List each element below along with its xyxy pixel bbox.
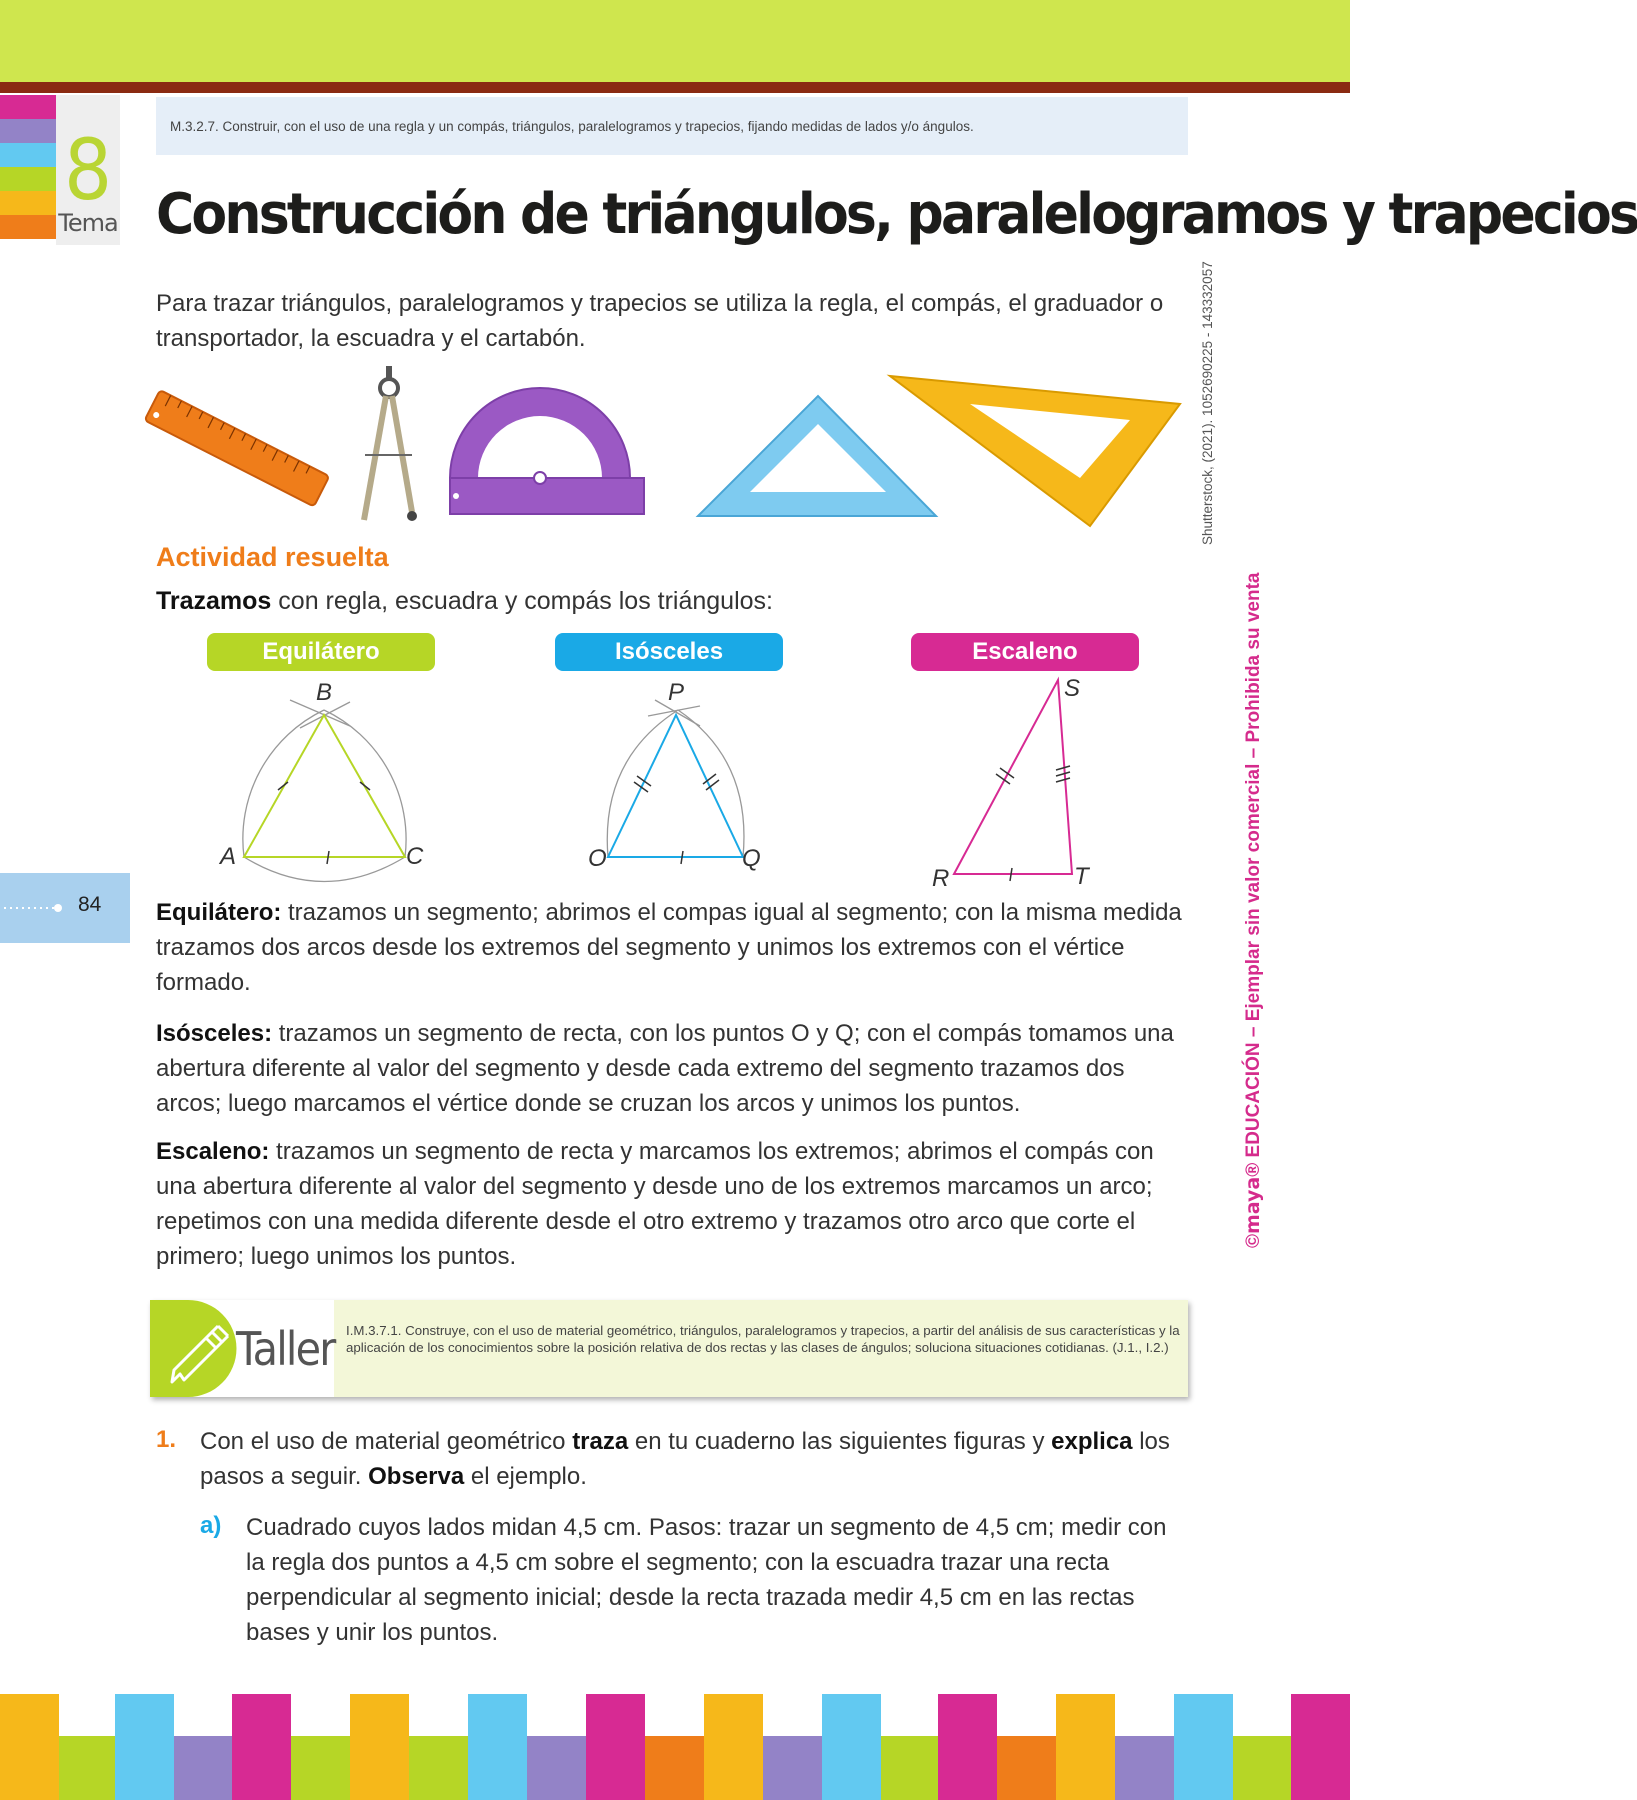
label-escaleno: Escaleno — [911, 633, 1139, 671]
vertex-s: S — [1064, 675, 1081, 702]
page-title: Construcción de triángulos, paralelogramos y trapecios — [156, 182, 1637, 247]
vertex-r: R — [932, 865, 950, 892]
exercise-text — [200, 1424, 1190, 1494]
tema-number: 8 — [63, 121, 113, 219]
term-escaleno: Escaleno: — [156, 1138, 270, 1165]
taller-label: Taller — [236, 1322, 335, 1376]
exercise-keyword-traza: traza — [572, 1428, 629, 1455]
dotted-leader-icon — [0, 873, 130, 943]
exercise-text-part: los pasos a seguir. — [200, 1428, 1170, 1490]
term-equilatero: Equilátero: — [156, 899, 282, 926]
skill-code-bar: M.3.2.7. Construir, con el uso de una regla y un compás, triángulos, paralelogramos y trapecios, fijando medidas de lados y/o ángulos. — [156, 97, 1188, 155]
tema-label: Tema — [58, 209, 118, 237]
exercise-text-part: el ejemplo. — [464, 1463, 587, 1490]
term-isosceles: Isósceles: — [156, 1020, 273, 1047]
vertex-a: A — [220, 843, 237, 870]
vertex-o: O — [588, 845, 607, 872]
subexercise-text: Cuadrado cuyos lados midan 4,5 cm. Pasos: trazar un segmento de 4,5 cm; medir con la regla dos puntos a 4,5 cm sobre el segmento; con la escuadra trazar una recta perpendicular al segmento inicial; desde la recta trazada medir 4,5 cm en las rectas bases y unir los puntos. — [246, 1514, 1167, 1646]
text-equilatero: trazamos un segmento; abrimos el compas igual al segmento; con la misma medida trazamos dos arcos desde los extremos del segmento y unimos los extremos con el vértice formado. — [156, 899, 1182, 996]
activity-heading: Actividad resuelta — [156, 542, 389, 572]
description-isosceles — [156, 1016, 1196, 1121]
page-number-tab — [0, 873, 130, 943]
exercise-keyword-observa: Observa — [368, 1463, 465, 1490]
vertex-q: Q — [742, 845, 761, 872]
copyright-symbol: © — [1243, 1234, 1264, 1248]
side-copyright — [1242, 573, 1265, 1249]
image-credit: Shutterstock, (2021). 1052690225 - 143332057 — [1200, 261, 1215, 545]
label-isosceles: Isósceles — [555, 633, 783, 671]
top-color-band — [0, 0, 1350, 82]
vertex-b: B — [316, 679, 333, 706]
vertex-p: P — [668, 679, 685, 706]
compass-icon — [364, 366, 417, 521]
cartabon-icon — [890, 376, 1180, 526]
intro-paragraph: Para trazar triángulos, paralelogramos y trapecios se utiliza la regla, el compás, el graduador o transportador, la escuadra y el cartabón. — [156, 290, 1164, 352]
ruler-icon — [145, 390, 330, 507]
description-equilatero — [156, 895, 1196, 1000]
activity-intro-rest: con regla, escuadra y compás los triángulos: — [271, 587, 773, 615]
subexercise-letter: a) — [200, 1512, 222, 1539]
triangle-diagrams — [200, 670, 1130, 895]
protractor-icon — [450, 388, 644, 514]
brand-logo-text: maya — [1242, 1176, 1264, 1234]
taller-criterion: I.M.3.7.1. Construye, con el uso de material geométrico, triángulos, paralelogramos y trapecios, a partir del análisis de sus características y la aplicación de los conocimientos sobre la posición relativa de dos rectas y las clases de ángulos; soluciona situaciones cotidianas. (J.1., I.2.) — [346, 1323, 1180, 1355]
activity-intro-bold: Trazamos — [156, 587, 272, 615]
geometry-tools-illustration — [150, 360, 1190, 530]
exercise-keyword-explica: explica — [1051, 1428, 1133, 1455]
set-square-icon — [698, 396, 936, 516]
exercise-number: 1. — [156, 1426, 177, 1453]
equilateral-triangle — [218, 679, 424, 882]
vertex-t: T — [1074, 863, 1089, 890]
text-isosceles: trazamos un segmento de recta, con los puntos O y Q; con el compás tomamos una abertura diferente al valor del segmento y desde cada extremo del segmento trazamos dos arcos; luego marcamos el vértice donde se cruzan los arcos y unimos los puntos. — [156, 1020, 1174, 1117]
top-rule — [0, 82, 1350, 93]
tema-badge — [56, 95, 120, 245]
page-number: 84 — [78, 893, 102, 916]
description-escaleno — [156, 1134, 1196, 1274]
side-tagline: ® EDUCACIÓN – Ejemplar sin valor comercial – Prohibida su venta — [1243, 572, 1264, 1177]
exercise-text-part: en tu cuaderno las siguientes figuras y — [628, 1428, 1052, 1455]
scalene-triangle — [932, 675, 1091, 892]
label-equilatero: Equilátero — [207, 633, 435, 671]
activity-intro — [156, 584, 773, 619]
text-escaleno: trazamos un segmento de recta y marcamos los extremos; abrimos el compás con una abertura diferente al valor del segmento y desde uno de los extremos marcamos un arco; repetimos con una medida diferente desde el otro extremo y trazamos otro arco que corte el primero; luego unimos los puntos. — [156, 1138, 1154, 1270]
vertex-c: C — [406, 843, 424, 870]
exercise-text-part: Con el uso de material geométrico — [200, 1428, 573, 1455]
isosceles-triangle — [588, 679, 761, 872]
